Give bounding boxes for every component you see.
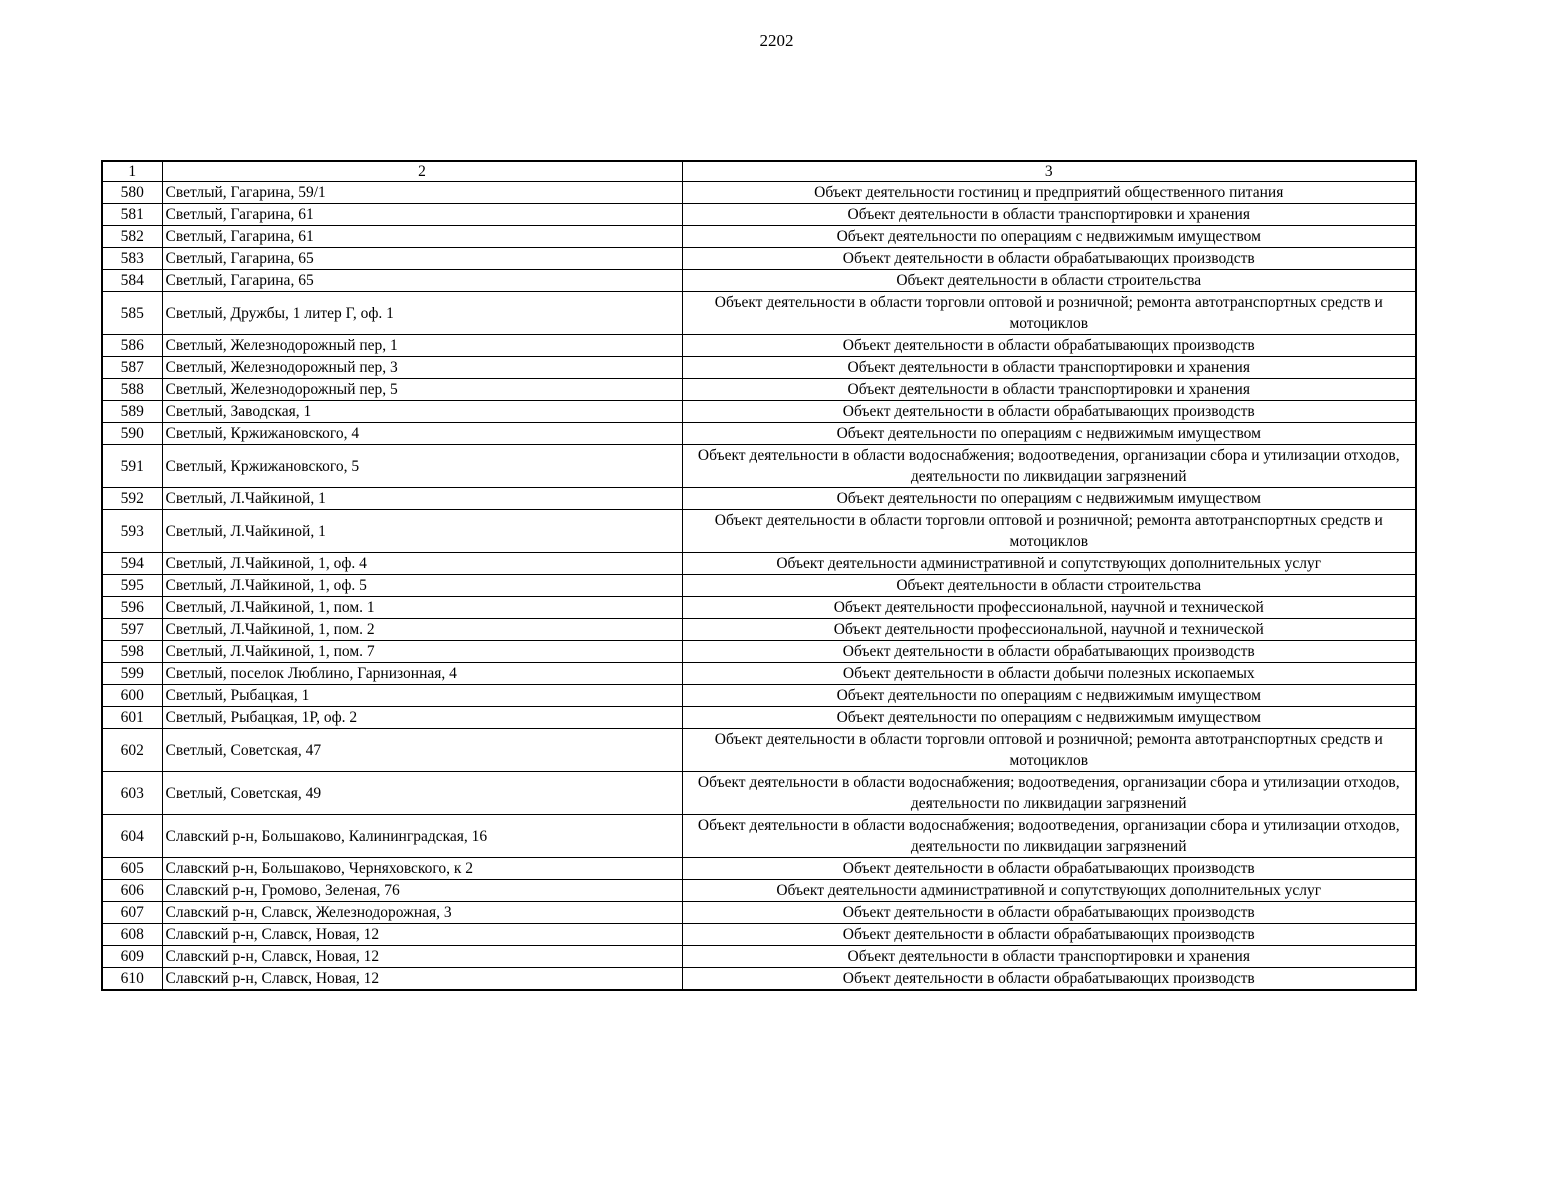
row-number-cell: 589 <box>102 401 162 423</box>
row-number-cell: 608 <box>102 924 162 946</box>
address-cell: Светлый, Дружбы, 1 литер Г, оф. 1 <box>162 292 682 335</box>
address-cell: Славский р-н, Громово, Зеленая, 76 <box>162 880 682 902</box>
address-cell: Светлый, Л.Чайкиной, 1, оф. 4 <box>162 553 682 575</box>
table-row <box>102 423 1416 445</box>
table-row <box>102 204 1416 226</box>
activity-cell: Объект деятельности в области водоснабжения; водоотведения, организации сбора и утилизации отходов, деятельности по ликвидации загрязнений <box>682 445 1416 488</box>
activity-cell: Объект деятельности в области обрабатывающих производств <box>682 641 1416 663</box>
address-cell: Светлый, Гагарина, 59/1 <box>162 182 682 204</box>
row-number-cell: 609 <box>102 946 162 968</box>
activity-cell: Объект деятельности профессиональной, научной и технической <box>682 597 1416 619</box>
address-cell: Светлый, Л.Чайкиной, 1, пом. 2 <box>162 619 682 641</box>
row-number-cell: 607 <box>102 902 162 924</box>
row-number-cell: 582 <box>102 226 162 248</box>
registry-table-body <box>102 161 1416 990</box>
table-row <box>102 902 1416 924</box>
activity-cell: Объект деятельности по операциям с недвижимым имуществом <box>682 685 1416 707</box>
row-number-cell: 610 <box>102 968 162 991</box>
table-row <box>102 510 1416 553</box>
address-cell: Светлый, Гагарина, 61 <box>162 204 682 226</box>
address-cell: Светлый, Советская, 47 <box>162 729 682 772</box>
row-number-cell: 595 <box>102 575 162 597</box>
activity-cell: Объект деятельности по операциям с недвижимым имуществом <box>682 226 1416 248</box>
table-row <box>102 357 1416 379</box>
activity-cell: Объект деятельности в области обрабатывающих производств <box>682 968 1416 991</box>
table-row <box>102 685 1416 707</box>
row-number-cell: 606 <box>102 880 162 902</box>
address-cell: Светлый, Советская, 49 <box>162 772 682 815</box>
table-row <box>102 488 1416 510</box>
row-number-cell: 594 <box>102 553 162 575</box>
table-row <box>102 248 1416 270</box>
activity-cell: Объект деятельности в области обрабатывающих производств <box>682 335 1416 357</box>
table-row <box>102 858 1416 880</box>
activity-cell: Объект деятельности в области добычи полезных ископаемых <box>682 663 1416 685</box>
activity-cell: Объект деятельности в области водоснабжения; водоотведения, организации сбора и утилизации отходов, деятельности по ликвидации загрязнений <box>682 772 1416 815</box>
address-cell: Светлый, Рыбацкая, 1Р, оф. 2 <box>162 707 682 729</box>
table-row <box>102 772 1416 815</box>
table-row <box>102 729 1416 772</box>
activity-cell: Объект деятельности в области транспортировки и хранения <box>682 946 1416 968</box>
activity-cell: Объект деятельности в области водоснабжения; водоотведения, организации сбора и утилизации отходов, деятельности по ликвидации загрязнений <box>682 815 1416 858</box>
table-row <box>102 182 1416 204</box>
row-number-cell: 585 <box>102 292 162 335</box>
registry-table <box>101 160 1417 991</box>
column-header-activity: 3 <box>682 161 1416 182</box>
activity-cell: Объект деятельности административной и сопутствующих дополнительных услуг <box>682 553 1416 575</box>
activity-cell: Объект деятельности в области транспортировки и хранения <box>682 357 1416 379</box>
address-cell: Светлый, Л.Чайкиной, 1, оф. 5 <box>162 575 682 597</box>
activity-cell: Объект деятельности в области обрабатывающих производств <box>682 902 1416 924</box>
table-row <box>102 401 1416 423</box>
table-row <box>102 663 1416 685</box>
row-number-cell: 583 <box>102 248 162 270</box>
table-row <box>102 968 1416 991</box>
address-cell: Славский р-н, Большаково, Черняховского, к 2 <box>162 858 682 880</box>
address-cell: Славский р-н, Славск, Новая, 12 <box>162 968 682 991</box>
row-number-cell: 581 <box>102 204 162 226</box>
row-number-cell: 591 <box>102 445 162 488</box>
activity-cell: Объект деятельности в области строительства <box>682 575 1416 597</box>
address-cell: Светлый, Гагарина, 61 <box>162 226 682 248</box>
table-row <box>102 575 1416 597</box>
address-cell: Светлый, Л.Чайкиной, 1 <box>162 510 682 553</box>
address-cell: Светлый, Л.Чайкиной, 1, пом. 7 <box>162 641 682 663</box>
activity-cell: Объект деятельности по операциям с недвижимым имуществом <box>682 707 1416 729</box>
table-header-row <box>102 161 1416 182</box>
page-number: 2202 <box>759 31 794 50</box>
address-cell: Славский р-н, Славск, Железнодорожная, 3 <box>162 902 682 924</box>
address-cell: Светлый, Л.Чайкиной, 1, пом. 1 <box>162 597 682 619</box>
table-row <box>102 270 1416 292</box>
activity-cell: Объект деятельности по операциям с недвижимым имуществом <box>682 488 1416 510</box>
table-row <box>102 924 1416 946</box>
activity-cell: Объект деятельности в области обрабатывающих производств <box>682 858 1416 880</box>
activity-cell: Объект деятельности гостиниц и предприятий общественного питания <box>682 182 1416 204</box>
row-number-cell: 600 <box>102 685 162 707</box>
activity-cell: Объект деятельности в области обрабатывающих производств <box>682 924 1416 946</box>
row-number-cell: 605 <box>102 858 162 880</box>
address-cell: Светлый, Железнодорожный пер, 1 <box>162 335 682 357</box>
row-number-cell: 599 <box>102 663 162 685</box>
column-header-address: 2 <box>162 161 682 182</box>
activity-cell: Объект деятельности в области торговли оптовой и розничной; ремонта автотранспортных средств и мотоциклов <box>682 292 1416 335</box>
activity-cell: Объект деятельности административной и сопутствующих дополнительных услуг <box>682 880 1416 902</box>
address-cell: Светлый, Кржижановского, 4 <box>162 423 682 445</box>
address-cell: Славский р-н, Славск, Новая, 12 <box>162 946 682 968</box>
activity-cell: Объект деятельности в области строительства <box>682 270 1416 292</box>
address-cell: Светлый, Железнодорожный пер, 3 <box>162 357 682 379</box>
address-cell: Светлый, поселок Люблино, Гарнизонная, 4 <box>162 663 682 685</box>
activity-cell: Объект деятельности в области торговли оптовой и розничной; ремонта автотранспортных средств и мотоциклов <box>682 729 1416 772</box>
table-row <box>102 445 1416 488</box>
table-row <box>102 335 1416 357</box>
activity-cell: Объект деятельности в области обрабатывающих производств <box>682 248 1416 270</box>
row-number-cell: 597 <box>102 619 162 641</box>
row-number-cell: 602 <box>102 729 162 772</box>
table-row <box>102 597 1416 619</box>
address-cell: Славский р-н, Большаково, Калининградская, 16 <box>162 815 682 858</box>
address-cell: Светлый, Гагарина, 65 <box>162 248 682 270</box>
row-number-cell: 588 <box>102 379 162 401</box>
row-number-cell: 601 <box>102 707 162 729</box>
row-number-cell: 584 <box>102 270 162 292</box>
table-row <box>102 292 1416 335</box>
address-cell: Светлый, Рыбацкая, 1 <box>162 685 682 707</box>
row-number-cell: 596 <box>102 597 162 619</box>
table-row <box>102 379 1416 401</box>
activity-cell: Объект деятельности в области транспортировки и хранения <box>682 379 1416 401</box>
row-number-cell: 592 <box>102 488 162 510</box>
activity-cell: Объект деятельности по операциям с недвижимым имуществом <box>682 423 1416 445</box>
address-cell: Светлый, Кржижановского, 5 <box>162 445 682 488</box>
table-row <box>102 226 1416 248</box>
table-row <box>102 619 1416 641</box>
address-cell: Славский р-н, Славск, Новая, 12 <box>162 924 682 946</box>
address-cell: Светлый, Л.Чайкиной, 1 <box>162 488 682 510</box>
table-row <box>102 815 1416 858</box>
row-number-cell: 587 <box>102 357 162 379</box>
table-row <box>102 946 1416 968</box>
table-row <box>102 707 1416 729</box>
row-number-cell: 603 <box>102 772 162 815</box>
activity-cell: Объект деятельности профессиональной, научной и технической <box>682 619 1416 641</box>
activity-cell: Объект деятельности в области обрабатывающих производств <box>682 401 1416 423</box>
table-row <box>102 880 1416 902</box>
address-cell: Светлый, Гагарина, 65 <box>162 270 682 292</box>
table-row <box>102 553 1416 575</box>
row-number-cell: 586 <box>102 335 162 357</box>
row-number-cell: 593 <box>102 510 162 553</box>
row-number-cell: 604 <box>102 815 162 858</box>
address-cell: Светлый, Заводская, 1 <box>162 401 682 423</box>
table-row <box>102 641 1416 663</box>
row-number-cell: 590 <box>102 423 162 445</box>
row-number-cell: 580 <box>102 182 162 204</box>
column-header-number: 1 <box>102 161 162 182</box>
activity-cell: Объект деятельности в области торговли оптовой и розничной; ремонта автотранспортных средств и мотоциклов <box>682 510 1416 553</box>
address-cell: Светлый, Железнодорожный пер, 5 <box>162 379 682 401</box>
row-number-cell: 598 <box>102 641 162 663</box>
activity-cell: Объект деятельности в области транспортировки и хранения <box>682 204 1416 226</box>
